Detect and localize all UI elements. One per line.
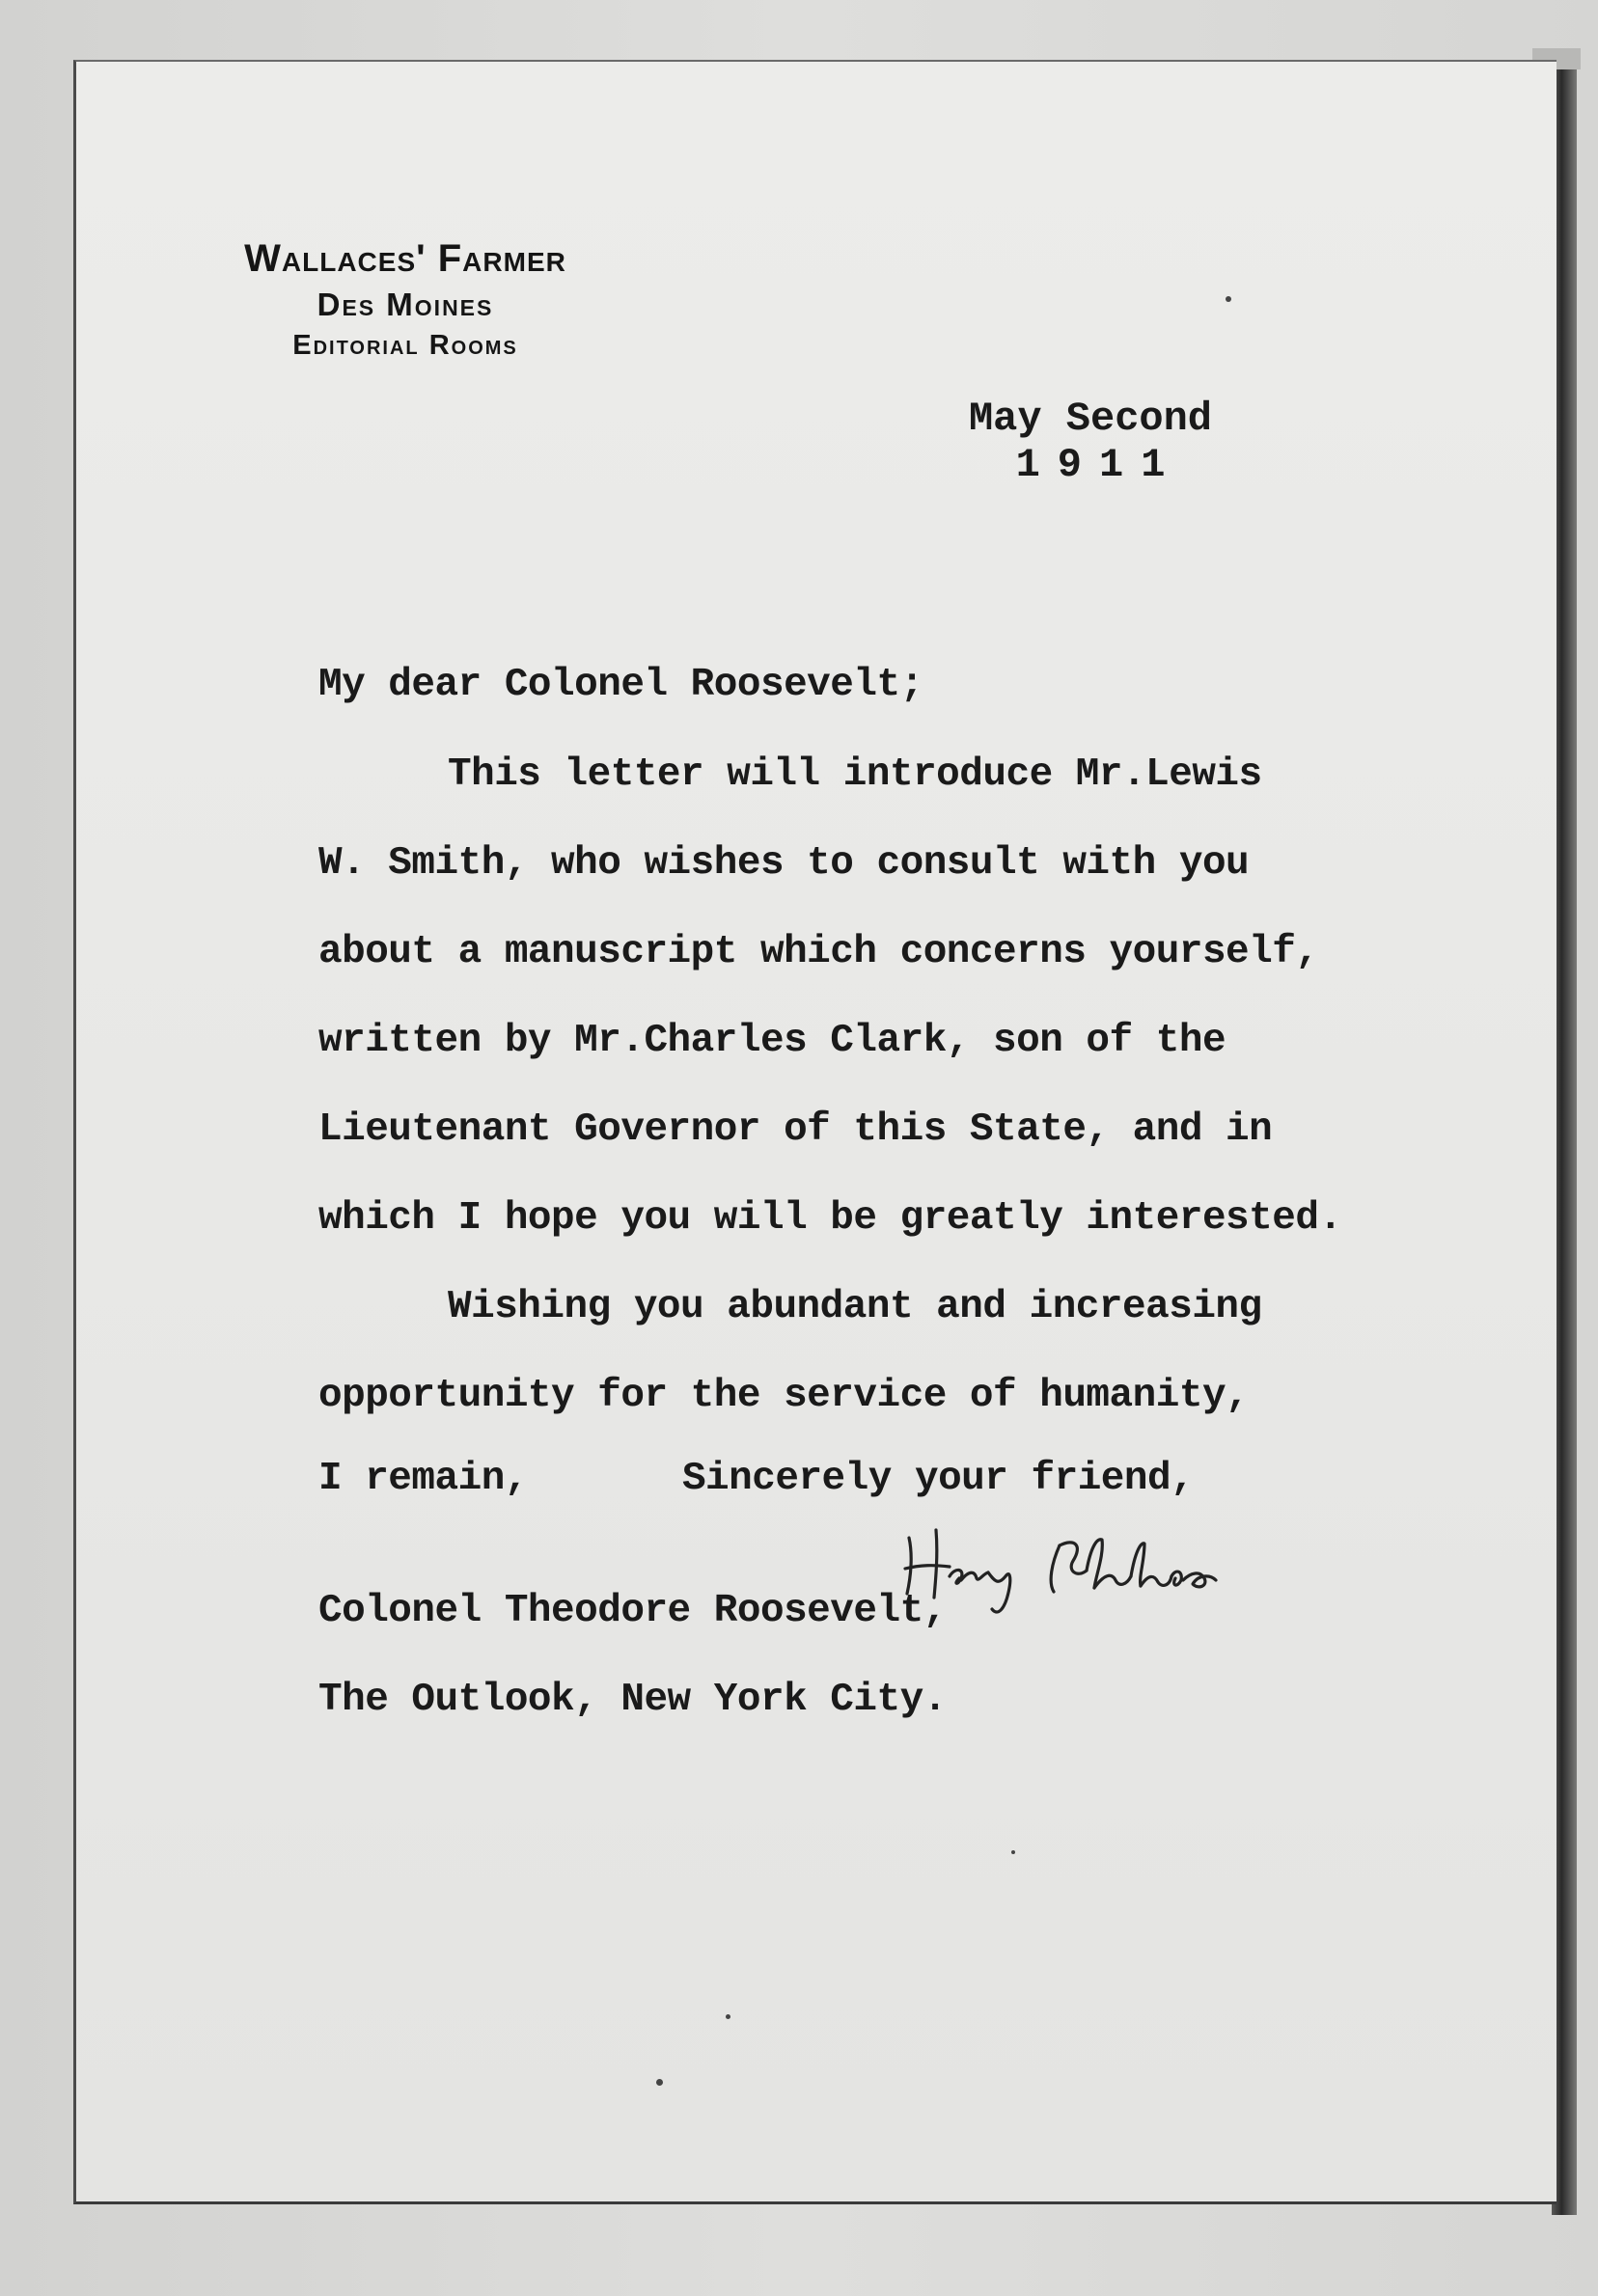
handwritten-signature [897, 1517, 1380, 1623]
body-line: written by Mr.Charles Clark, son of the [318, 1019, 1226, 1063]
body-line: This letter will introduce Mr.Lewis [448, 752, 1262, 797]
address-line-1: Colonel Theodore Roosevelt, [318, 1589, 947, 1633]
body-line: about a manuscript which concerns yourself, [318, 930, 1319, 974]
date-day: May Second [968, 396, 1213, 442]
letter-date [955, 396, 1226, 488]
letterhead [193, 233, 618, 365]
body-line: W. Smith, who wishes to consult with you [318, 841, 1250, 886]
address-line-2: The Outlook, New York City. [318, 1678, 947, 1722]
body-line: Wishing you abundant and increasing [448, 1285, 1262, 1329]
letterhead-city: Des Moines [317, 287, 494, 322]
body-line: Lieutenant Governor of this State, and in [318, 1107, 1273, 1152]
letter-body [318, 751, 1342, 1461]
scan-speck [1226, 296, 1231, 302]
letterhead-department: Editorial Rooms [292, 330, 518, 361]
recipient-address [318, 1587, 947, 1764]
scan-speck [726, 2014, 730, 2019]
body-line: which I hope you will be greatly interested. [318, 1196, 1342, 1241]
closing-sincerely: Sincerely your friend, [681, 1457, 1195, 1501]
closing-remain: I remain, [318, 1457, 528, 1501]
scan-speck [1011, 1850, 1015, 1854]
scan-speck [656, 2079, 663, 2086]
salutation: My dear Colonel Roosevelt; [318, 663, 923, 707]
closing [318, 1455, 1194, 1503]
letterhead-name: Wallaces' Farmer [244, 237, 566, 280]
body-line: opportunity for the service of humanity, [318, 1374, 1250, 1418]
date-year: 1911 [1015, 442, 1183, 488]
